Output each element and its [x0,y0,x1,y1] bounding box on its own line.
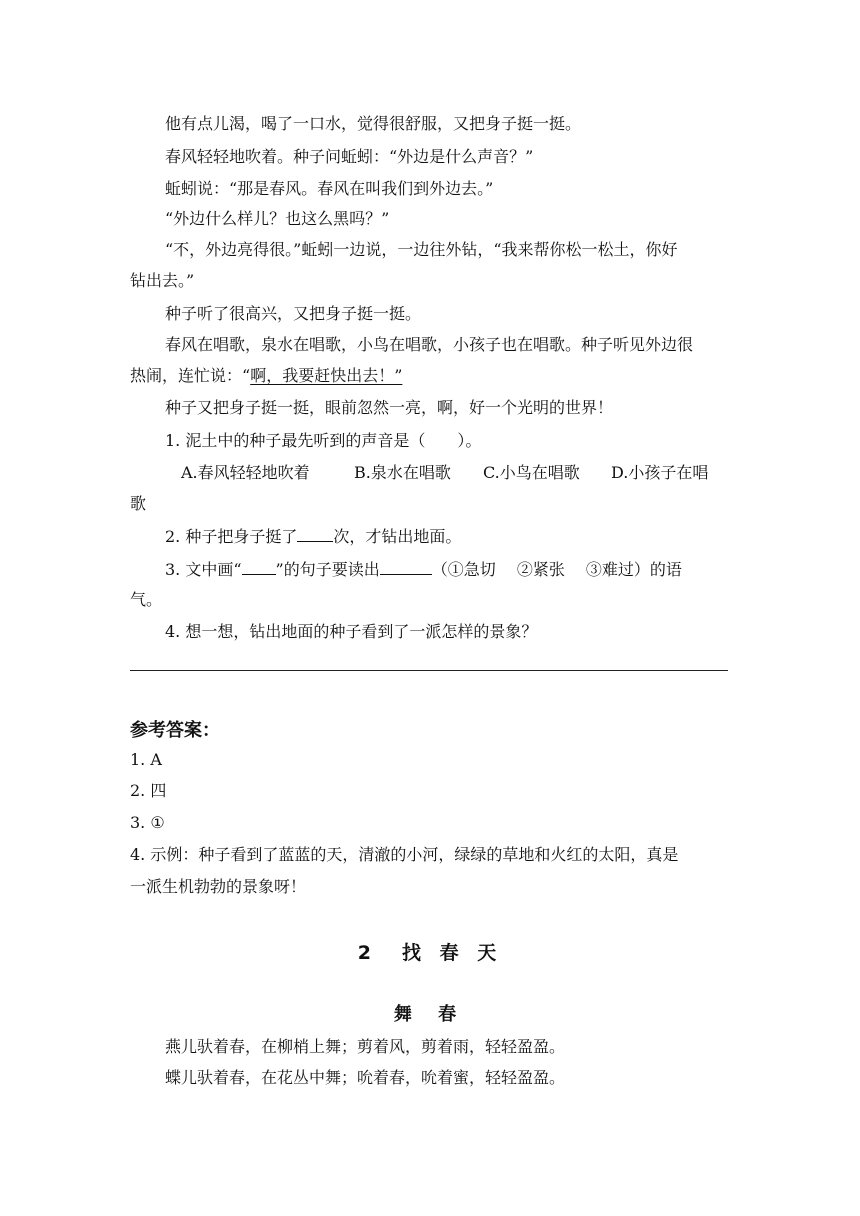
story-paragraph: 春风在唱歌，泉水在唱歌，小鸟在唱歌，小孩子也在唱歌。种子听见外边很 [165,335,694,354]
story-paragraph: 春风轻轻地吹着。种子问蚯蚓：“外边是什么声音？” [165,147,534,166]
question-text: （①急切 ②紧张 ③难过）的语 [431,560,682,579]
question-1-option-a: A.春风轻轻地吹着 [181,463,310,482]
story-paragraph: 种子又把身子挺一挺，眼前忽然一亮，啊，好一个光明的世界！ [165,398,614,417]
question-2 [165,525,461,548]
poem-line: 蝶儿驮着春，在花丛中舞；吮着春，吮着蜜，轻轻盈盈。 [165,1068,566,1087]
story-paragraph: “不，外边亮得很。”蚯蚓一边说，一边往外钻，“我来帮你松一松土，你好 [165,240,678,259]
answer-blank [297,525,333,542]
question-text: ”的句子要读出 [275,560,380,579]
question-text: 3. 文中画“ [165,560,242,579]
answer-4: 4. 示例：种子看到了蓝蓝的天，清澈的小河，绿绿的草地和火红的太阳，真是 [130,845,679,864]
underline-sample [242,558,276,575]
question-3 [165,558,682,581]
story-text: 热闹，连忙说：“ [130,366,251,385]
question-1-option-c: C.小鸟在唱歌 [483,463,580,482]
story-paragraph: “外边什么样儿？也这么黑吗？” [165,209,390,228]
question-1-option-b: B.泉水在唱歌 [354,463,451,482]
answer-key-title: 参考答案： [130,720,220,741]
answer-blank [380,558,432,575]
lesson-title: 2 找 春 天 [357,942,503,964]
story-paragraph-continued: 钻出去。” [130,271,195,290]
question-text: 次，才钻出地面。 [333,527,462,546]
section-divider [130,670,728,671]
question-1: 1. 泥土中的种子最先听到的声音是（ ）。 [165,431,482,450]
story-paragraph: 蚯蚓说：“那是春风。春风在叫我们到外边去。” [165,179,494,198]
question-4: 4. 想一想，钻出地面的种子看到了一派怎样的景象？ [165,622,538,641]
poem-line: 燕儿驮着春，在柳梢上舞；剪着风，剪着雨，轻轻盈盈。 [165,1037,566,1056]
question-3-continued: 气。 [130,590,163,609]
story-paragraph: 他有点儿渴，喝了一口水，觉得很舒服，又把身子挺一挺。 [165,114,582,133]
answer-1: 1. A [130,750,162,769]
question-1-option-d-continued: 歌 [130,494,147,513]
question-text: 2. 种子把身子挺了 [165,527,298,546]
answer-4-continued: 一派生机勃勃的景象呀！ [130,877,307,896]
question-1-option-d: D.小孩子在唱 [611,463,709,482]
answer-3: 3. ① [130,813,165,832]
story-paragraph-continued [130,365,402,387]
poem-title: 舞 春 [393,1004,467,1025]
story-paragraph: 种子听了很高兴，又把身子挺一挺。 [165,304,422,323]
underlined-sentence: 啊，我要赶快出去！” [250,366,403,385]
answer-2: 2. 四 [130,781,167,800]
